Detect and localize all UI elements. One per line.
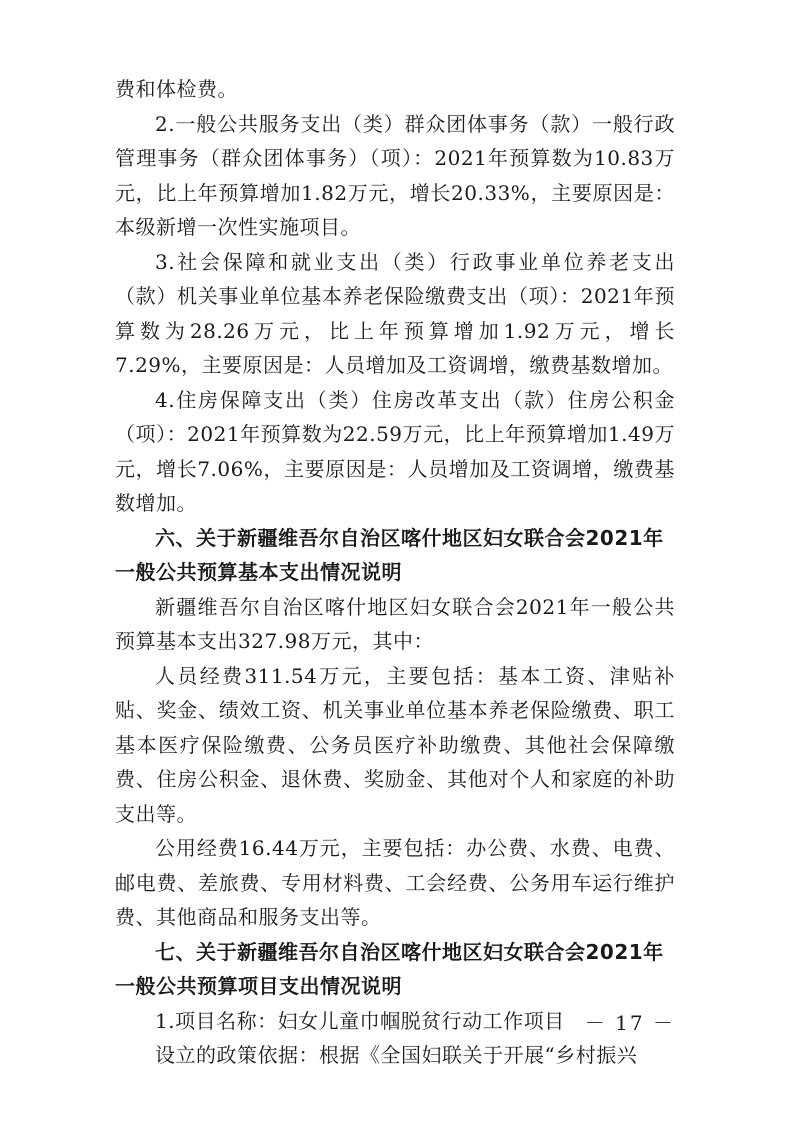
paragraph-basic-expenditure: 新疆维吾尔自治区喀什地区妇女联合会2021年一般公共预算基本支出327.98万元，其中：: [115, 594, 675, 653]
paragraph-project-name: 1.项目名称：妇女儿童巾帼脱贫行动工作项目: [155, 1008, 565, 1033]
document-body: [115, 72, 675, 1073]
section-heading-6: 六、关于新疆维吾尔自治区喀什地区妇女联合会2021年一般公共预算基本支出情况说明: [115, 525, 664, 584]
page-number: － 17 －: [584, 1011, 675, 1035]
paragraph-item-3: 3.社会保障和就业支出（类）行政事业单位养老支出（款）机关事业单位基本养老保险缴费支出（项）：2021年预算数为28.26万元，比上年预算增加1.92万元，增长7.29%，主要原因是：人员增加及工资调增，缴费基数增加。: [115, 249, 675, 377]
paragraph-public-expenses: 公用经费16.44万元，主要包括：办公费、水费、电费、邮电费、差旅费、专用材料费、工会经费、公务用车运行维护费、其他商品和服务支出等。: [115, 836, 675, 929]
paragraph-personnel-expenses: 人员经费311.54万元，主要包括：基本工资、津贴补贴、奖金、绩效工资、机关事业单位基本养老保险缴费、职工基本医疗保险缴费、公务员医疗补助缴费、其他社会保障缴费、住房公积金、退休费、奖励金、其他对个人和家庭的补助支出等。: [115, 663, 675, 826]
section-heading-7: 七、关于新疆维吾尔自治区喀什地区妇女联合会2021年一般公共预算项目支出情况说明: [115, 939, 664, 998]
paragraph-policy-basis: 设立的政策依据：根据《全国妇联关于开展“乡村振兴: [155, 1043, 638, 1067]
paragraph-item-4: 4.住房保障支出（类）住房改革支出（款）住房公积金（项）：2021年预算数为22.59万元，比上年预算增加1.49万元，增长7.06%，主要原因是：人员增加及工资调增，缴费基数增加。: [115, 387, 675, 515]
paragraph-continuation: 费和体检费。: [115, 77, 238, 101]
paragraph-item-2: 2.一般公共服务支出（类）群众团体事务（款）一般行政管理事务（群众团体事务）（项）：2021年预算数为10.83万元，比上年预算增加1.82万元，增长20.33%，主要原因是：本级新增一次性实施项目。: [115, 111, 675, 239]
